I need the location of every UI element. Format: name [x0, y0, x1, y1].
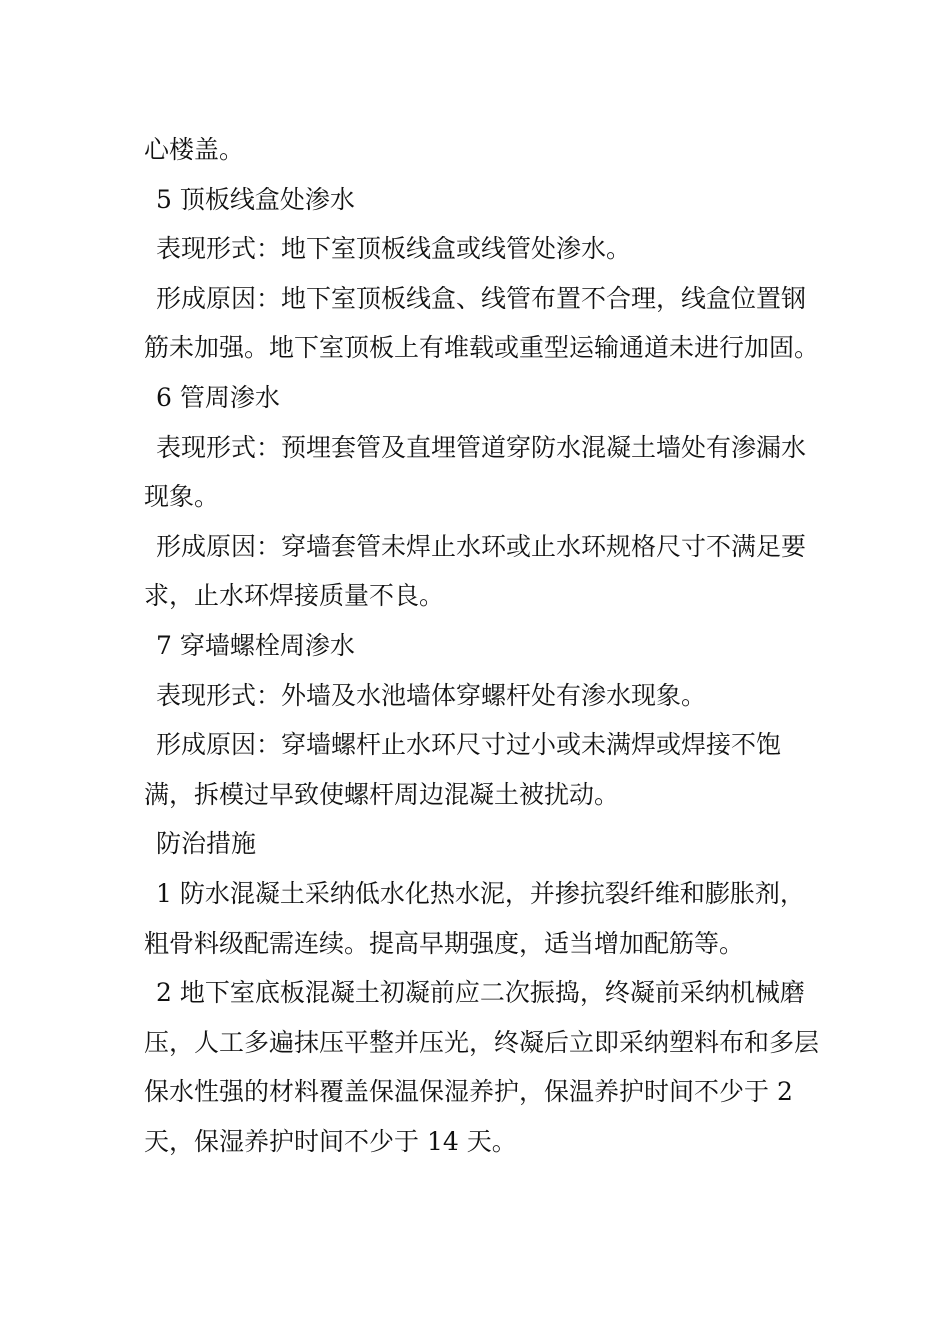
- paragraph-measure-1: 1 防水混凝土采纳低水化热水泥，并掺抗裂纤维和膨胀剂，粗骨料级配需连续。提高早期强度，适当增加配筋等。: [144, 878, 805, 958]
- paragraph-cause-6: 形成原因：穿墙套管未焊止水环或止水环规格尺寸不满足要求，止水环焊接质量不良。: [144, 531, 807, 611]
- paragraph-symptom-7: 表现形式：外墙及水池墙体穿螺杆处有渗水现象。: [156, 680, 707, 710]
- paragraph-continuation: 心楼盖。: [144, 135, 245, 164]
- document-body: [144, 125, 824, 1166]
- section-heading-5: 5 顶板线盒处渗水: [156, 184, 355, 214]
- section-heading-measures: 防治措施: [156, 829, 257, 859]
- paragraph-symptom-5: 表现形式：地下室顶板线盒或线管处渗水。: [156, 234, 632, 264]
- paragraph-symptom-6: 表现形式：预埋套管及直埋管道穿防水混凝土墙处有渗漏水现象。: [144, 432, 807, 512]
- paragraph-cause-5: 形成原因：地下室顶板线盒、线管布置不合理，线盒位置钢筋未加强。地下室顶板上有堆载或重型运输通道未进行加固。: [144, 283, 820, 363]
- section-heading-7: 7 穿墙螺栓周渗水: [156, 630, 355, 660]
- section-heading-6: 6 管周渗水: [156, 382, 280, 412]
- paragraph-cause-7: 形成原因：穿墙螺杆止水环尺寸过小或未满焊或焊接不饱满，拆模过早致使螺杆周边混凝土被扰动。: [144, 730, 782, 809]
- paragraph-measure-2: 2 地下室底板混凝土初凝前应二次振捣，终凝前采纳机械磨压，人工多遍抹压平整并压光，终凝后立即采纳塑料布和多层保水性强的材料覆盖保温保湿养护，保温养护时间不少于 2 天，保湿养护时间不少于 14 天。: [144, 978, 820, 1156]
